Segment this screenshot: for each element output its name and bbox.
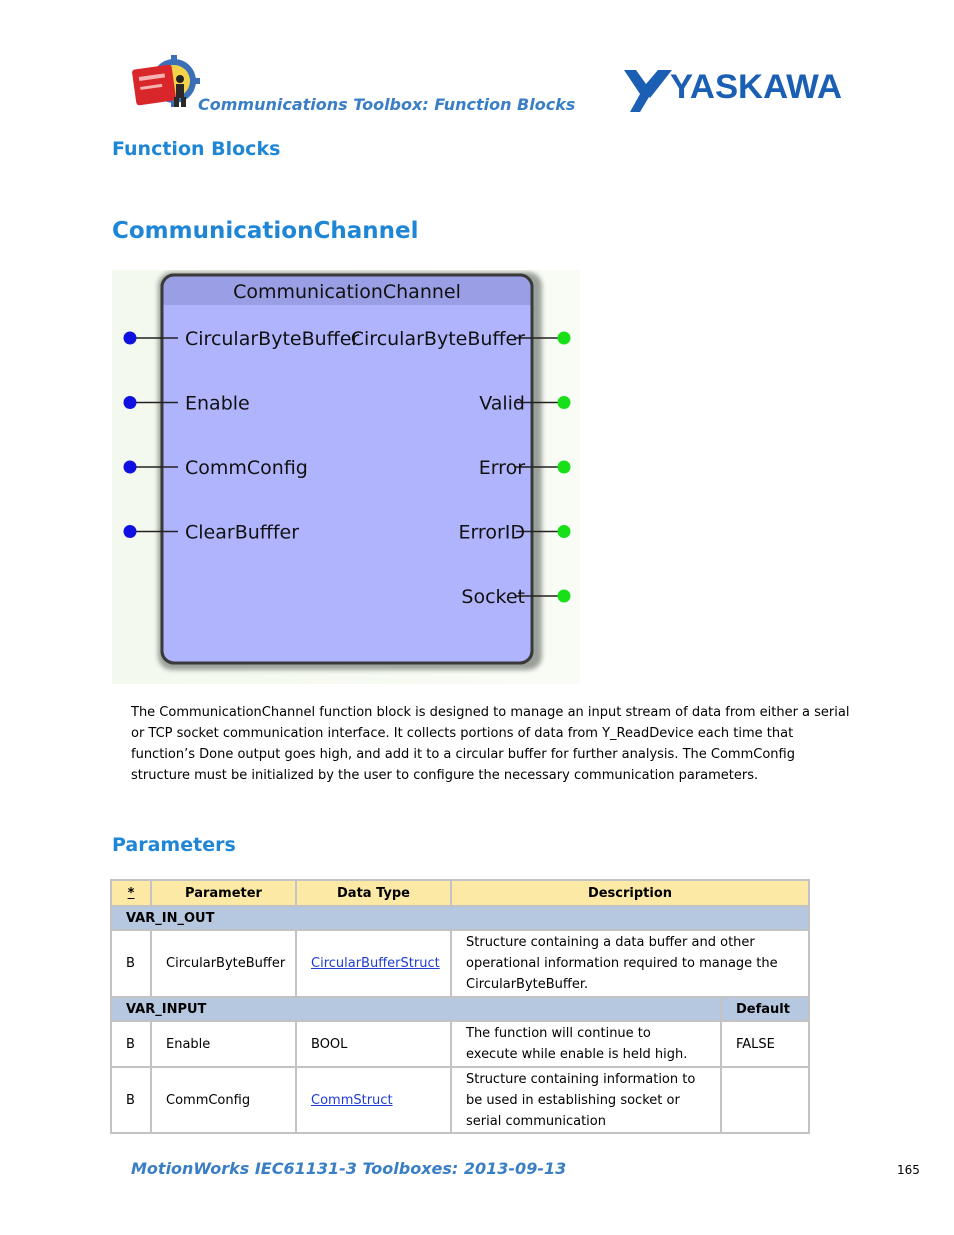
table-row: [111, 930, 809, 997]
toolbox-icon: [132, 64, 177, 105]
var-input-section: [111, 997, 809, 1021]
row-data-type: [296, 1067, 451, 1133]
row-star: B: [111, 1021, 151, 1067]
output-pin-label: Socket: [461, 586, 525, 608]
function-block-diagram: [112, 270, 580, 684]
header-title: Communications Toolbox: Function Blocks: [198, 95, 576, 114]
table-row: [111, 1021, 809, 1067]
yaskawa-logo: [622, 66, 844, 112]
star-header: *: [111, 880, 151, 906]
yaskawa-wordmark: YASKAWA: [670, 68, 842, 106]
yaskawa-mark-icon: [624, 70, 672, 112]
row-description: Structure containing a data buffer and other operational information required to manage the CircularByteBuffer.: [451, 930, 809, 997]
parameters-table: [110, 879, 810, 1134]
input-pin-label: Enable: [185, 392, 250, 415]
output-connector-dot[interactable]: [558, 525, 571, 538]
input-pin-label: CommConfig: [185, 457, 308, 479]
output-connector-dot[interactable]: [558, 332, 571, 345]
var-in-out-section: [111, 906, 809, 930]
table-header-row: [111, 880, 809, 906]
output-pin-label: CircularByteBuffer: [350, 328, 525, 350]
output-connector-dot[interactable]: [558, 590, 571, 603]
default-header: Default: [721, 997, 809, 1021]
input-connector-dot[interactable]: [124, 525, 137, 538]
section-heading: Function Blocks: [112, 138, 281, 160]
input-pin-label: ClearBufffer: [185, 521, 300, 544]
output-pin-label: ErrorID: [458, 521, 525, 544]
input-connector-dot[interactable]: [124, 396, 137, 409]
output-connector-dot[interactable]: [558, 396, 571, 409]
output-connector-dot[interactable]: [558, 461, 571, 474]
table-row: [111, 1067, 809, 1133]
row-star: B: [111, 930, 151, 997]
row-parameter: CircularByteBuffer: [151, 930, 296, 997]
input-pin-label: CircularByteBuffer: [185, 328, 360, 350]
row-parameter: CommConfig: [151, 1067, 296, 1133]
output-pin-label: Error: [478, 457, 525, 479]
description-text: The CommunicationChannel function block is designed to manage an input stream of data from either a serial or TCP socket communication interface. It collects portions of data from Y_ReadDevice each time that function’s Done output goes high, and add it to a circular buffer for further analysis. The CommConfig structure must be initialized by the user to configure the necessary communication parameters.: [131, 705, 850, 783]
block-title: CommunicationChannel: [112, 218, 419, 244]
input-connector-dot[interactable]: [124, 332, 137, 345]
page-number: 165: [897, 1163, 920, 1177]
row-star: B: [111, 1067, 151, 1133]
data-type-header: Data Type: [296, 880, 451, 906]
description-header: Description: [451, 880, 809, 906]
parameters-heading: Parameters: [112, 834, 236, 856]
row-data-type: BOOL: [296, 1021, 451, 1067]
parameter-header: Parameter: [151, 880, 296, 906]
output-pin-label: Valid: [479, 392, 525, 415]
comm-struct-link[interactable]: CommStruct: [311, 1092, 393, 1108]
row-parameter: Enable: [151, 1021, 296, 1067]
var-in-out-label: VAR_IN_OUT: [111, 906, 809, 930]
row-description: Structure containing information to be used in establishing socket or serial communication: [451, 1067, 721, 1133]
circular-buffer-struct-link[interactable]: CircularBufferStruct: [311, 956, 440, 971]
var-input-label: VAR_INPUT: [111, 997, 721, 1021]
row-default: FALSE: [721, 1021, 809, 1067]
row-data-type: [296, 930, 451, 997]
footer-title: MotionWorks IEC61131-3 Toolboxes: 2013-09-13: [131, 1159, 567, 1178]
row-description: The function will continue to execute while enable is held high.: [451, 1021, 721, 1067]
input-connector-dot[interactable]: [124, 461, 137, 474]
block-name: CommunicationChannel: [233, 281, 461, 303]
row-default: [721, 1067, 809, 1133]
toolbox-logo: [130, 55, 200, 111]
